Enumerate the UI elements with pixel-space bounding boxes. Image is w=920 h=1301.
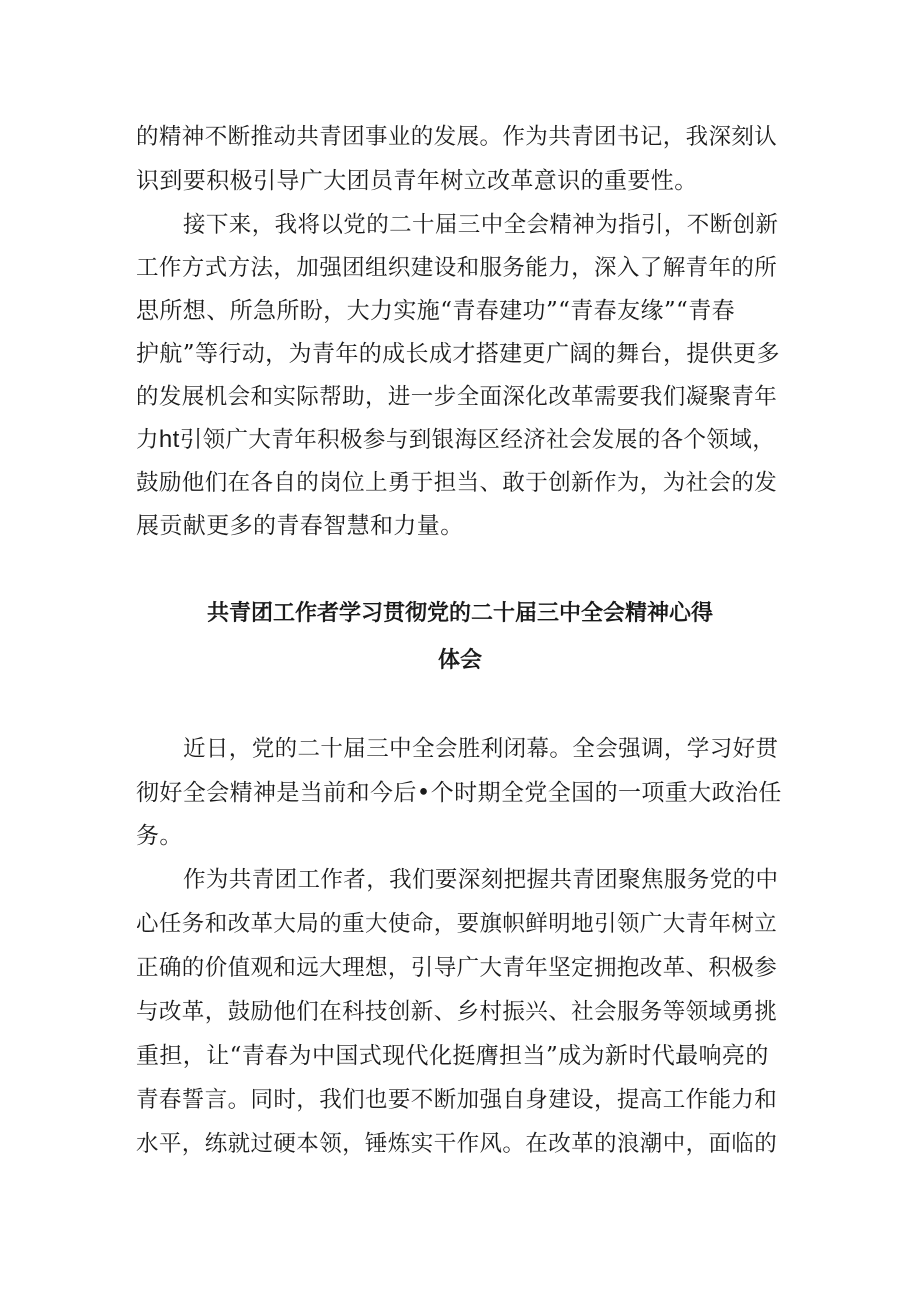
para4-line-1: 作为共青团工作者，我们要深刻把握共青团聚焦服务党的中 bbox=[183, 867, 779, 893]
para4-line-5: 重担，让“青春为中国式现代化挺膺担当”成为新时代最响亮的 bbox=[136, 1043, 769, 1069]
para2-line-7: 鼓励他们在各自的岗位上勇于担当、敢于创新作为，为社会的发 bbox=[136, 470, 778, 496]
para4-line-3: 正确的价值观和远大理想，引导广大青年坚定拥抱改革、积极参 bbox=[136, 955, 778, 981]
para1-line-1: 的精神不断推动共青团事业的发展。作为共青团书记，我深刻认 bbox=[136, 124, 778, 150]
para4-line-4: 与改革，鼓励他们在科技创新、乡村振兴、社会服务等领域勇挑 bbox=[136, 999, 778, 1025]
para4-line-6: 青春誓言。同时，我们也要不断加强自身建设，提高工作能力和 bbox=[136, 1087, 778, 1113]
para2-line-5: 的发展机会和实际帮助，进一步全面深化改革需要我们凝聚青年 bbox=[136, 384, 778, 410]
para4-line-2: 心任务和改革大局的重大使命，要旗帜鲜明地引领广大青年树立 bbox=[136, 911, 778, 937]
para4-line-7: 水平，练就过硬本领，锤炼实干作风。在改革的浪潮中，面临的 bbox=[136, 1131, 778, 1157]
para3-line-2: 彻好全会精神是当前和今后•个时期全党全国的一项重大政治任 bbox=[136, 780, 782, 806]
article-title-line-1: 共青团工作者学习贯彻党的二十届三中全会精神心得 bbox=[206, 601, 713, 626]
para2-line-6 bbox=[136, 425, 786, 455]
para2-line-6-before: 力 bbox=[136, 427, 159, 453]
article-title-line-2: 体会 bbox=[437, 648, 482, 673]
para3-line-3: 务。 bbox=[136, 823, 183, 849]
para2-line-6-glyph: ht bbox=[158, 426, 180, 453]
para2-line-4: 护航”等行动，为青年的成长成才搭建更广阔的舞台，提供更多 bbox=[136, 341, 780, 367]
para2-line-2: 工作方式方法，加强团组织建设和服务能力，深入了解青年的所 bbox=[136, 255, 778, 281]
para3-line-1: 近日，党的二十届三中全会胜利闭幕。全会强调，学习好贯 bbox=[183, 736, 779, 762]
para2-line-6-after: 引领广大青年积极参与到银海区经济社会发展的各个领域， bbox=[179, 427, 776, 453]
para1-line-2: 识到要积极引导广大团员青年树立改革意识的重要性。 bbox=[136, 168, 698, 194]
para2-line-8: 展贡献更多的青春智慧和力量。 bbox=[136, 513, 464, 539]
para2-line-1: 接下来，我将以党的二十届三中全会精神为指引，不断创新 bbox=[183, 212, 779, 238]
para2-line-3: 思所想、所急所盼，大力实施“青春建功”“青春友缘”“青春 bbox=[136, 298, 735, 324]
